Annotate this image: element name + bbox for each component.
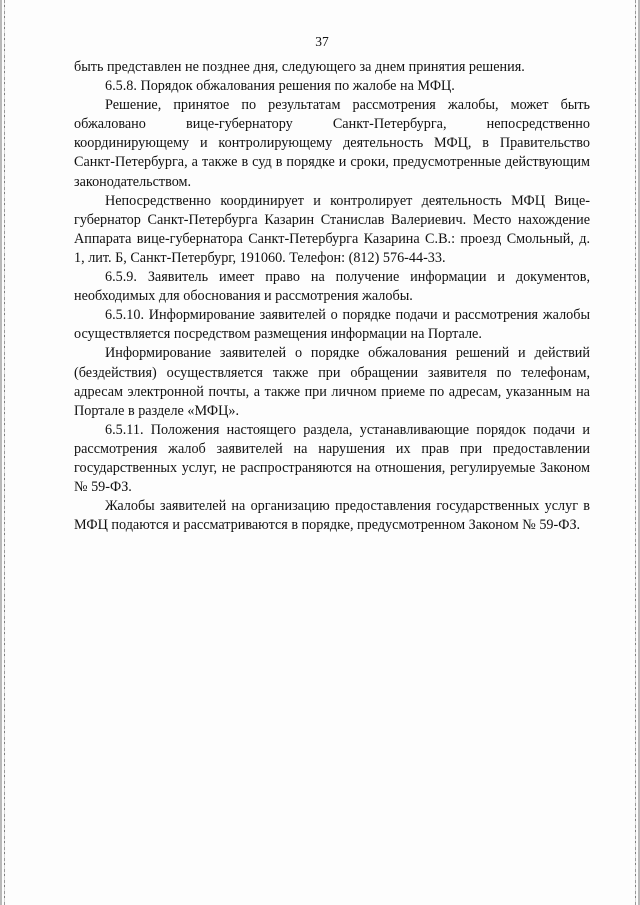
paragraph: 6.5.11. Положения настоящего раздела, устанавливающие порядок подачи и рассмотрения жалоб заявителей на нарушения их прав при предоставлении государственных услуг, не распространяются на отношения, регулируемые Законом № 59-ФЗ.	[74, 421, 590, 496]
paragraph: Решение, принятое по результатам рассмотрения жалобы, может быть обжаловано вице-губернатору Санкт-Петербурга, непосредственно координирующему и контролирующему деятельность МФЦ, в Правительство Санкт-Петербурга, а также в суд в порядке и сроки, предусмотренные действующим законодательством.	[74, 97, 590, 190]
paragraph: Информирование заявителей о порядке обжалования решений и действий (бездействия) осуществляется также при обращении заявителя по телефонам, адресам электронной почты, а также при личном приеме по адресам, указанным на Портале в разделе «МФЦ».	[74, 345, 590, 419]
paragraph: быть представлен не позднее дня, следующего за днем принятия решения.	[74, 59, 525, 75]
paragraph: 6.5.10. Информирование заявителей о порядке подачи и рассмотрения жалобы осуществляется посредством размещения информации на Портале.	[74, 307, 590, 343]
document-body	[74, 58, 590, 535]
paragraph: 6.5.9. Заявитель имеет право на получение информации и документов, необходимых для обоснования и рассмотрения жалобы.	[74, 269, 590, 305]
page-number: 37	[315, 34, 329, 49]
paragraph: 6.5.8. Порядок обжалования решения по жалобе на МФЦ.	[105, 78, 455, 95]
paragraph: Жалобы заявителей на организацию предоставления государственных услуг в МФЦ подаются и рассматриваются в порядке, предусмотренном Законом № 59-ФЗ.	[74, 498, 590, 534]
scan-edge-left	[4, 0, 5, 905]
paragraph: Непосредственно координирует и контролирует деятельность МФЦ Вице-губернатор Санкт-Петербурга Казарин Станислав Валериевич. Место нахождение Аппарата вице-губернатора Санкт-Петербурга Казарина С.В.: проезд Смольный, д. 1, лит. Б, Санкт-Петербург, 191060. Телефон: (812) 576-44-33.	[74, 192, 590, 266]
scan-edge-right	[635, 0, 636, 905]
